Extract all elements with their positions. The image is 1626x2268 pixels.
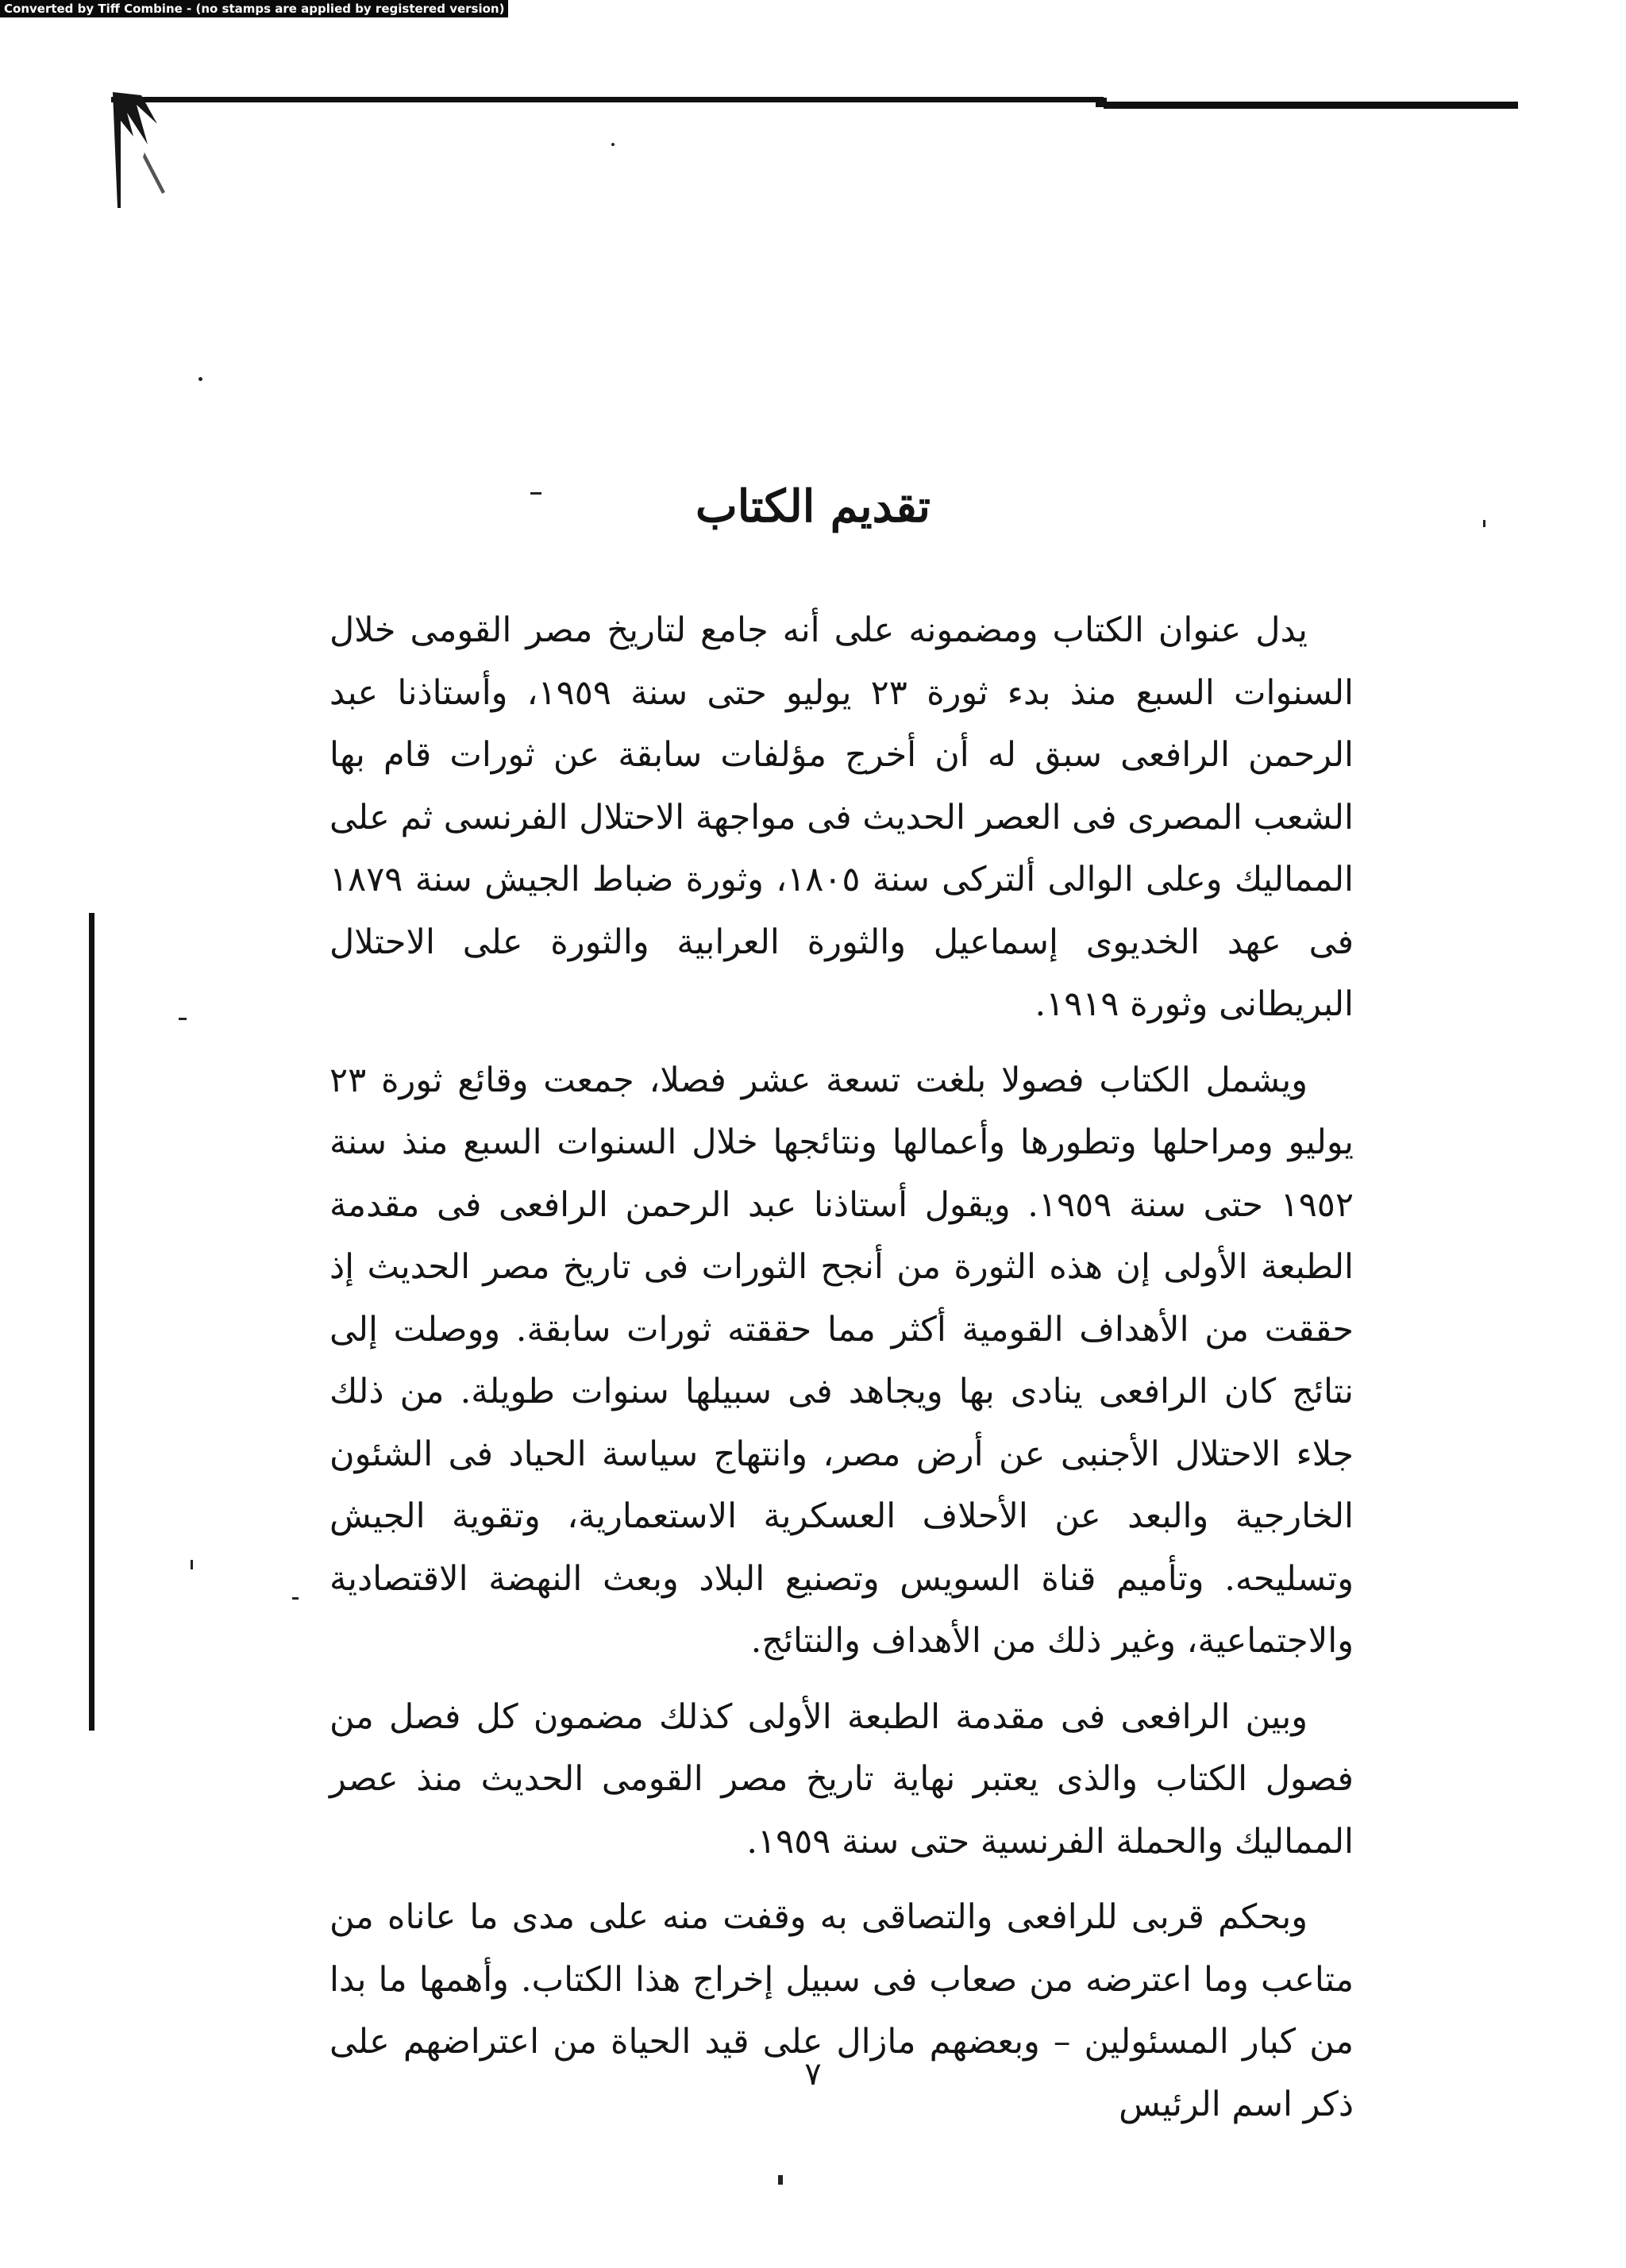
speck	[292, 1597, 299, 1600]
corner-scan-mark	[110, 89, 167, 208]
speck	[611, 143, 615, 146]
speck	[198, 377, 202, 381]
top-rule	[111, 94, 1518, 116]
scanner-stamp: Converted by Tiff Combine - (no stamps are applied by registered version)	[0, 0, 508, 17]
paragraph-1: يدل عنوان الكتاب ومضمونه على أنه جامع لتاريخ مصر القومى خلال السنوات السبع منذ بدء ثورة ٢٣ يوليو حتى سنة ١٩٥٩، وأستاذنا عبد الرحمن الرافعى سبق له أن أخرج مؤلفات سابقة عن ثورات قام بها الشعب المصرى فى العصر الحديث فى مواجهة الاحتلال الفرنسى ثم على المماليك وعلى الوالى ألتركى سنة ١٨٠٥، وثورة ضباط الجيش سنة ١٨٧٩ فى عهد الخديوى إسماعيل والثورة العرابية والثورة على الاحتلال البريطانى وثورة ١٩١٩.	[329, 610, 1354, 1024]
paragraph-2: ويشمل الكتاب فصولا بلغت تسعة عشر فصلا، جمعت وقائع ثورة ٢٣ يوليو ومراحلها وتطورها وأعمالها ونتائجها خلال السنوات السبع منذ سنة ١٩٥٢ حتى سنة ١٩٥٩. ويقول أستاذنا عبد الرحمن الرافعى فى مقدمة الطبعة الأولى إن هذه الثورة من أنجح الثورات فى تاريخ مصر الحديث إذ حققت من الأهداف القومية أكثر مما حققته ثورات سابقة. ووصلت إلى نتائج كان الرافعى ينادى بها ويجاهد فى سبيلها سنوات طويلة. من ذلك جلاء الاحتلال الأجنبى عن أرض مصر، وانتهاج سياسة الحياد فى الشئون الخارجية والبعد عن الأحلاف العسكرية الاستعمارية، وتقوية الجيش وتسليحه. وتأميم قناة السويس وتصنيع البلاد وبعث النهضة الاقتصادية والاجتماعية، وغير ذلك من الأهداف والنتائج.	[329, 1060, 1354, 1661]
paragraph-4: وبحكم قربى للرافعى والتصاقى به وقفت منه على مدى ما عاناه من متاعب وما اعترضه من صعاب فى سبيل إخراج هذا الكتاب. وأهمها ما بدا من كبار المسئولين – وبعضهم مازال على قيد الحياة من اعتراضهم على ذكر اسم الرئيس	[329, 1897, 1354, 2124]
speck	[179, 1018, 187, 1020]
page-number: ٧	[804, 2056, 822, 2093]
speck	[191, 1560, 193, 1569]
paragraph-3: وبين الرافعى فى مقدمة الطبعة الأولى كذلك مضمون كل فصل من فصول الكتاب والذى يعتبر نهاية تاريخ مصر القومى الحديث منذ عصر المماليك والحملة الفرنسية حتى سنة ١٩٥٩.	[329, 1696, 1354, 1862]
margin-line	[89, 913, 94, 1731]
body-text	[329, 599, 1354, 2149]
page-title: تقديم الكتاب	[695, 480, 931, 533]
speck	[778, 2175, 783, 2185]
